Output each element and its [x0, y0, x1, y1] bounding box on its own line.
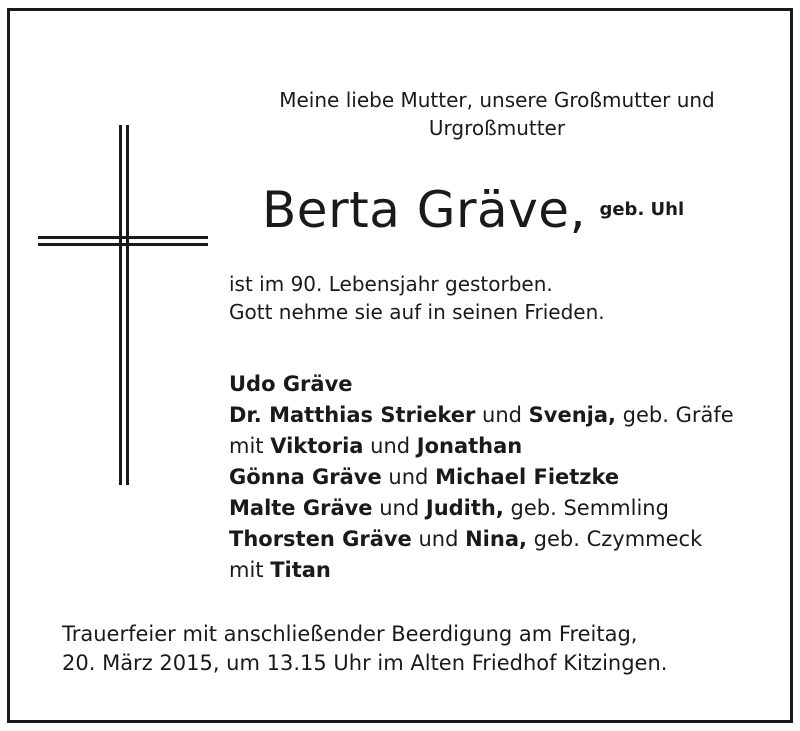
connector: mit	[229, 434, 271, 458]
death-notice	[229, 270, 769, 326]
mourner-name: Michael Fietzke	[435, 465, 620, 489]
mourner-line	[229, 431, 789, 462]
connector: und	[411, 527, 466, 551]
intro-text	[222, 86, 772, 142]
connector: und	[381, 465, 436, 489]
mourners-list	[229, 369, 789, 586]
mourner-name: Titan	[270, 558, 331, 582]
connector: mit	[229, 558, 271, 582]
maiden-name: geb. Semmling	[503, 496, 669, 520]
birth-name: geb. Uhl	[599, 199, 685, 220]
mourner-line	[229, 524, 789, 555]
mourner-name: Thorsten Gräve	[229, 527, 412, 551]
mourner-name: Gönna Gräve	[229, 465, 382, 489]
deceased-name: Berta Gräve	[262, 181, 570, 239]
intro-line: Urgroßmutter	[428, 116, 566, 140]
mourner-line	[229, 400, 789, 431]
intro-line: Meine liebe Mutter, unsere Großmutter und	[279, 88, 715, 112]
funeral-line: 20. März 2015, um 13.15 Uhr im Alten Friedhof Kitzingen.	[62, 651, 668, 675]
funeral-details	[62, 620, 782, 678]
name-comma: ,	[569, 181, 586, 239]
mourner-name: Judith,	[425, 496, 504, 520]
mourner-name: Jonathan	[416, 434, 523, 458]
maiden-name: geb. Gräfe	[616, 403, 734, 427]
connector: und	[372, 496, 426, 520]
mourner-line	[229, 555, 789, 586]
mourner-name: Malte Gräve	[229, 496, 373, 520]
blessing-line: Gott nehme sie auf in seinen Frieden.	[229, 300, 605, 324]
cross-icon	[38, 125, 208, 485]
mourner-name: Svenja,	[528, 403, 616, 427]
mourner-name: Nina,	[465, 527, 527, 551]
mourner-name: Viktoria	[270, 434, 364, 458]
mourner-name: Udo Gräve	[229, 372, 353, 396]
funeral-line: Trauerfeier mit anschließender Beerdigung am Freitag,	[62, 622, 638, 646]
deceased-heading	[262, 180, 762, 240]
maiden-name: geb. Czymmeck	[526, 527, 703, 551]
mourner-line	[229, 462, 789, 493]
connector: und	[363, 434, 417, 458]
death-line: ist im 90. Lebensjahr gestorben.	[229, 272, 553, 296]
mourner-name: Dr. Matthias Strieker	[229, 403, 476, 427]
connector: und	[475, 403, 529, 427]
mourner-line	[229, 369, 789, 400]
mourner-line	[229, 493, 789, 524]
